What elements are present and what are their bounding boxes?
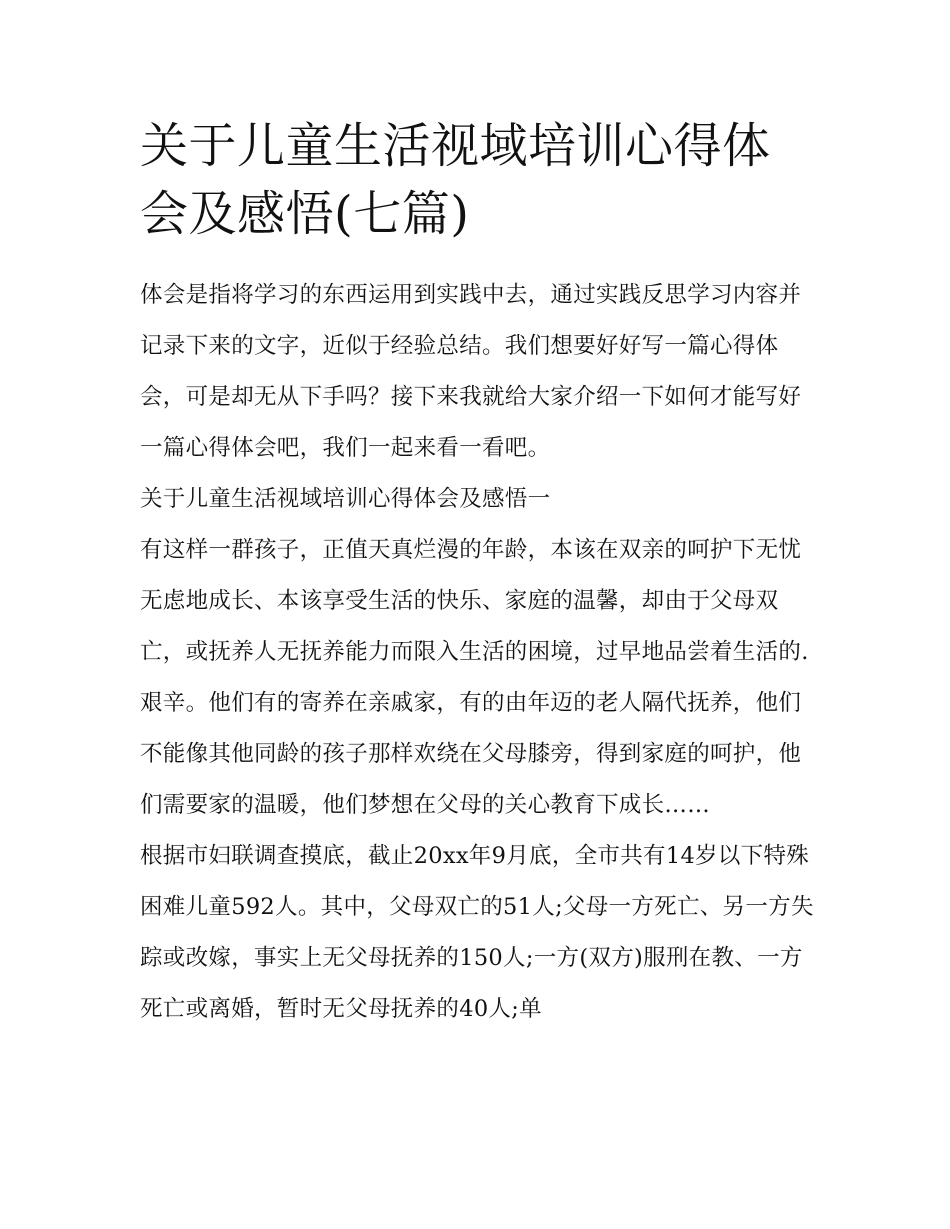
body-paragraph: 根据市妇联调查摸底，截止20xx年9月底，全市共有14岁以下特殊困难儿童592人。其中，父母双亡的51人;父母一方死亡、另一方失踪或改嫁，事实上无父母抚养的150人;一方(双方)服刑在教、一方死亡或离婚，暂时无父母抚养的40人;单: [140, 843, 814, 1022]
intro-paragraph: 体会是指将学习的东西运用到实践中去，通过实践反思学习内容并记录下来的文字，近似于经验总结。我们想要好好写一篇心得体会，可是却无从下手吗？接下来我就给大家介绍一下如何才能写好一篇心得体会吧，我们一起来看一看吧。: [140, 282, 802, 461]
document-title: 关于儿童生活视域培训心得体会及感悟(七篇): [140, 118, 771, 242]
document-page: [140, 112, 816, 1035]
section-heading: 关于儿童生活视域培训心得体会及感悟一: [140, 486, 551, 512]
body-paragraph: 有这样一群孩子，正值天真烂漫的年龄，本该在双亲的呵护下无忧无虑地成长、本该享受生活的快乐、家庭的温馨，却由于父母双亡，或抚养人无抚养能力而限入生活的困境，过早地品尝着生活的.艰辛。他们有的寄养在亲戚家，有的由年迈的老人隔代抚养，他们不能像其他同龄的孩子那样欢绕在父母膝旁，得到家庭的呵护，他们需要家的温暖，他们梦想在父母的关心教育下成长……: [140, 537, 809, 818]
